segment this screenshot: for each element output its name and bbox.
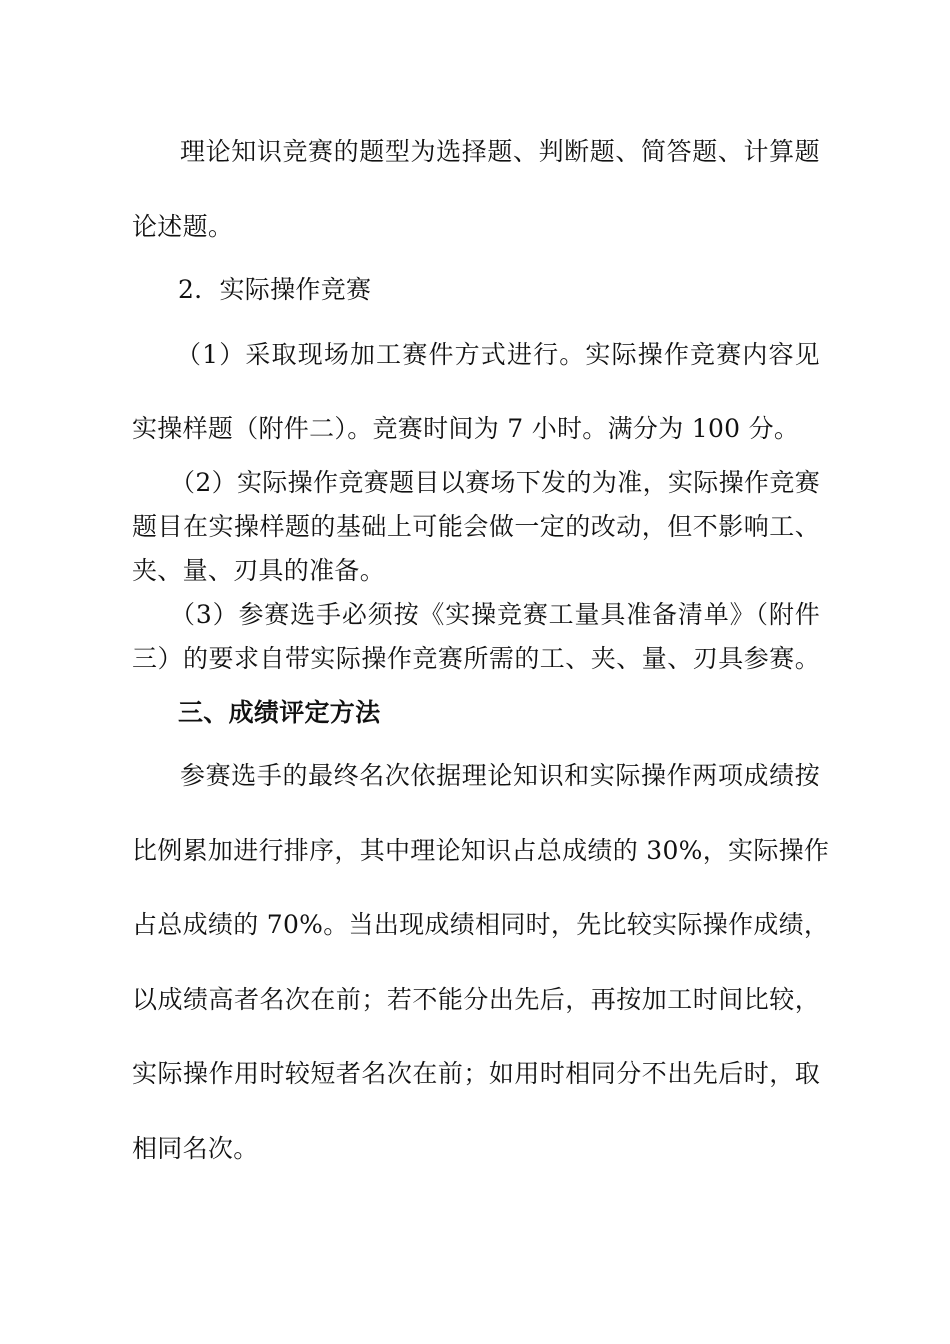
paragraph-line: （2）实际操作竞赛题目以赛场下发的为准，实际操作竞赛 — [170, 468, 820, 497]
paragraph-line: 题目在实操样题的基础上可能会做一定的改动，但不影响工、 — [132, 512, 820, 541]
paragraph-line: 论述题。 — [132, 212, 234, 241]
paragraph-line: 实际操作用时较短者名次在前；如用时相同分不出先后时，取 — [132, 1059, 820, 1088]
paragraph-line: 比例累加进行排序，其中理论知识占总成绩的 30%，实际操作 — [132, 836, 830, 865]
paragraph-line: 以成绩高者名次在前；若不能分出先后，再按加工时间比较， — [132, 985, 820, 1014]
paragraph-line: 占总成绩的 70%。当出现成绩相同时，先比较实际操作成绩， — [132, 910, 830, 939]
paragraph-line: 理论知识竞赛的题型为选择题、判断题、简答题、计算题 — [180, 137, 820, 166]
section-subheading: 2．实际操作竞赛 — [178, 275, 372, 304]
paragraph-line: （1）采取现场加工赛件方式进行。实际操作竞赛内容见 — [176, 340, 820, 369]
paragraph-line: （3）参赛选手必须按《实操竞赛工量具准备清单》（附件 — [170, 600, 820, 629]
paragraph-line: 相同名次。 — [132, 1134, 259, 1163]
paragraph-line: 三）的要求自带实际操作竞赛所需的工、夹、量、刃具参赛。 — [132, 644, 820, 673]
paragraph-line: 夹、量、刃具的准备。 — [132, 556, 386, 585]
section-heading: 三、成绩评定方法 — [178, 698, 381, 727]
paragraph-line: 参赛选手的最终名次依据理论知识和实际操作两项成绩按 — [180, 761, 820, 790]
paragraph-line: 实操样题（附件二）。竞赛时间为 7 小时。满分为 100 分。 — [132, 414, 800, 443]
